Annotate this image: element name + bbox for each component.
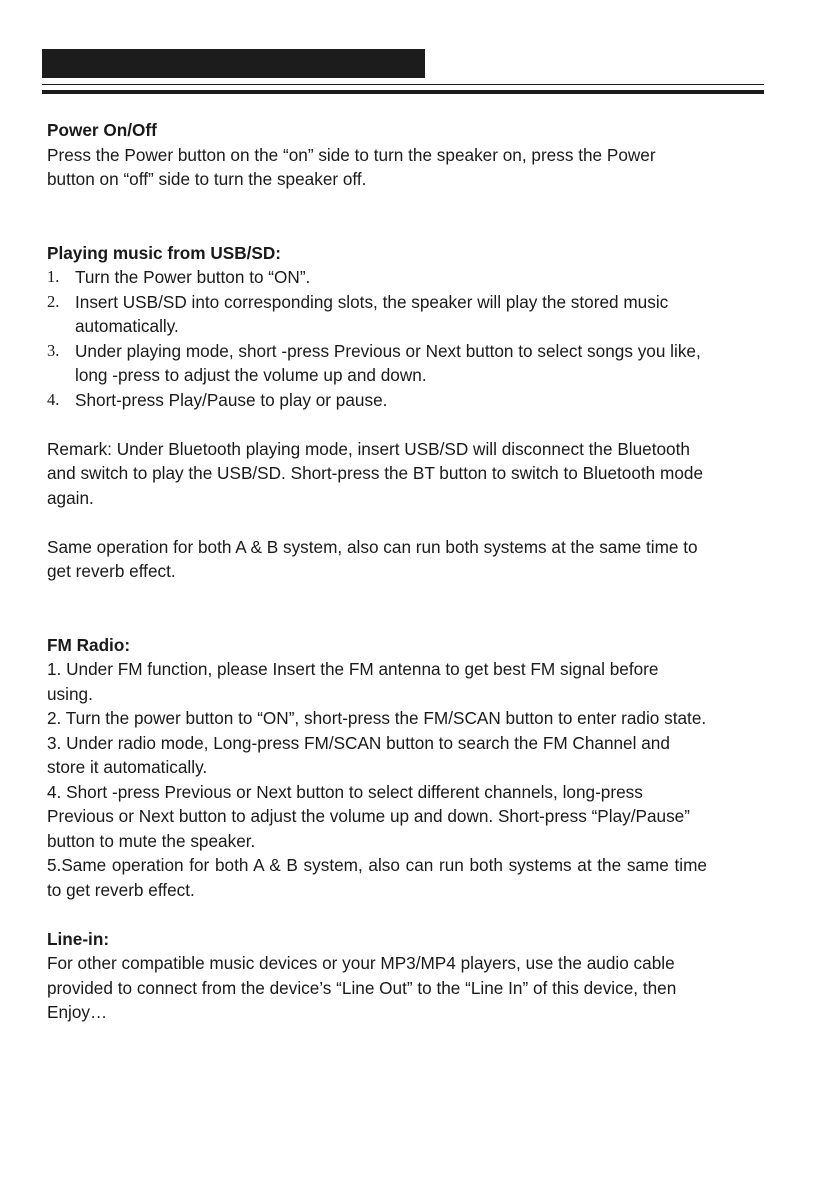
step-number: 4. bbox=[47, 389, 60, 409]
linein-text: For other compatible music devices or your MP3/MP4 players, use the audio cable provided to connect from the device’s “Line Out” to the “Line In” of this device, then Enjoy… bbox=[47, 953, 677, 1022]
step-text: Insert USB/SD into corresponding slots, the speaker will play the stored music automatically. bbox=[75, 291, 669, 336]
fm-title: FM Radio: bbox=[47, 634, 131, 655]
step-text: Under playing mode, short -press Previous or Next button to select songs you like, long -press to adjust the volume up and down. bbox=[75, 340, 701, 385]
linein-section bbox=[47, 927, 707, 1025]
header-bar bbox=[42, 49, 425, 78]
power-text: Press the Power button on the “on” side to turn the speaker on, press the Power button on “off” side to turn the speaker off. bbox=[47, 144, 656, 189]
list-item bbox=[47, 265, 707, 290]
step-number: 1. bbox=[47, 267, 60, 286]
linein-title: Line-in: bbox=[47, 928, 110, 949]
fm-item: 5.Same operation for both A & B system, also can run both systems at the same time to get reverb effect. bbox=[47, 855, 707, 900]
manual-content bbox=[47, 118, 707, 1025]
step-text: Turn the Power button to “ON”. bbox=[75, 267, 311, 287]
usb-remark: Remark: Under Bluetooth playing mode, insert USB/SD will disconnect the Bluetooth and switch to play the USB/SD. Short-press the BT button to switch to Bluetooth mode again. bbox=[47, 438, 704, 508]
power-title: Power On/Off bbox=[47, 120, 157, 140]
usb-same-operation: Same operation for both A & B system, also can run both systems at the same time to get reverb effect. bbox=[47, 536, 698, 581]
header-rule-thick bbox=[42, 90, 764, 94]
fm-item: 1. Under FM function, please Insert the FM antenna to get best FM signal before using. bbox=[47, 659, 659, 704]
list-item bbox=[47, 388, 707, 413]
power-section bbox=[47, 118, 707, 192]
list-item bbox=[47, 290, 707, 339]
usb-steps bbox=[47, 265, 707, 412]
fm-item: 3. Under radio mode, Long-press FM/SCAN button to search the FM Channel and store it automatically. bbox=[47, 732, 670, 777]
fm-item: 2. Turn the power button to “ON”, short-press the FM/SCAN button to enter radio state. bbox=[47, 708, 707, 728]
header-rule-thin bbox=[42, 84, 764, 85]
usb-title: Playing music from USB/SD: bbox=[47, 242, 281, 263]
step-number: 2. bbox=[47, 291, 60, 311]
step-number: 3. bbox=[47, 340, 60, 360]
fm-item: 4. Short -press Previous or Next button to select different channels, long-press Previous or Next button to adjust the volume up and down. Short-press “Play/Pause” button to mute the speaker. bbox=[47, 781, 690, 851]
fm-section bbox=[47, 633, 707, 903]
step-text: Short-press Play/Pause to play or pause. bbox=[75, 389, 388, 410]
list-item bbox=[47, 339, 707, 388]
usb-section bbox=[47, 241, 707, 584]
